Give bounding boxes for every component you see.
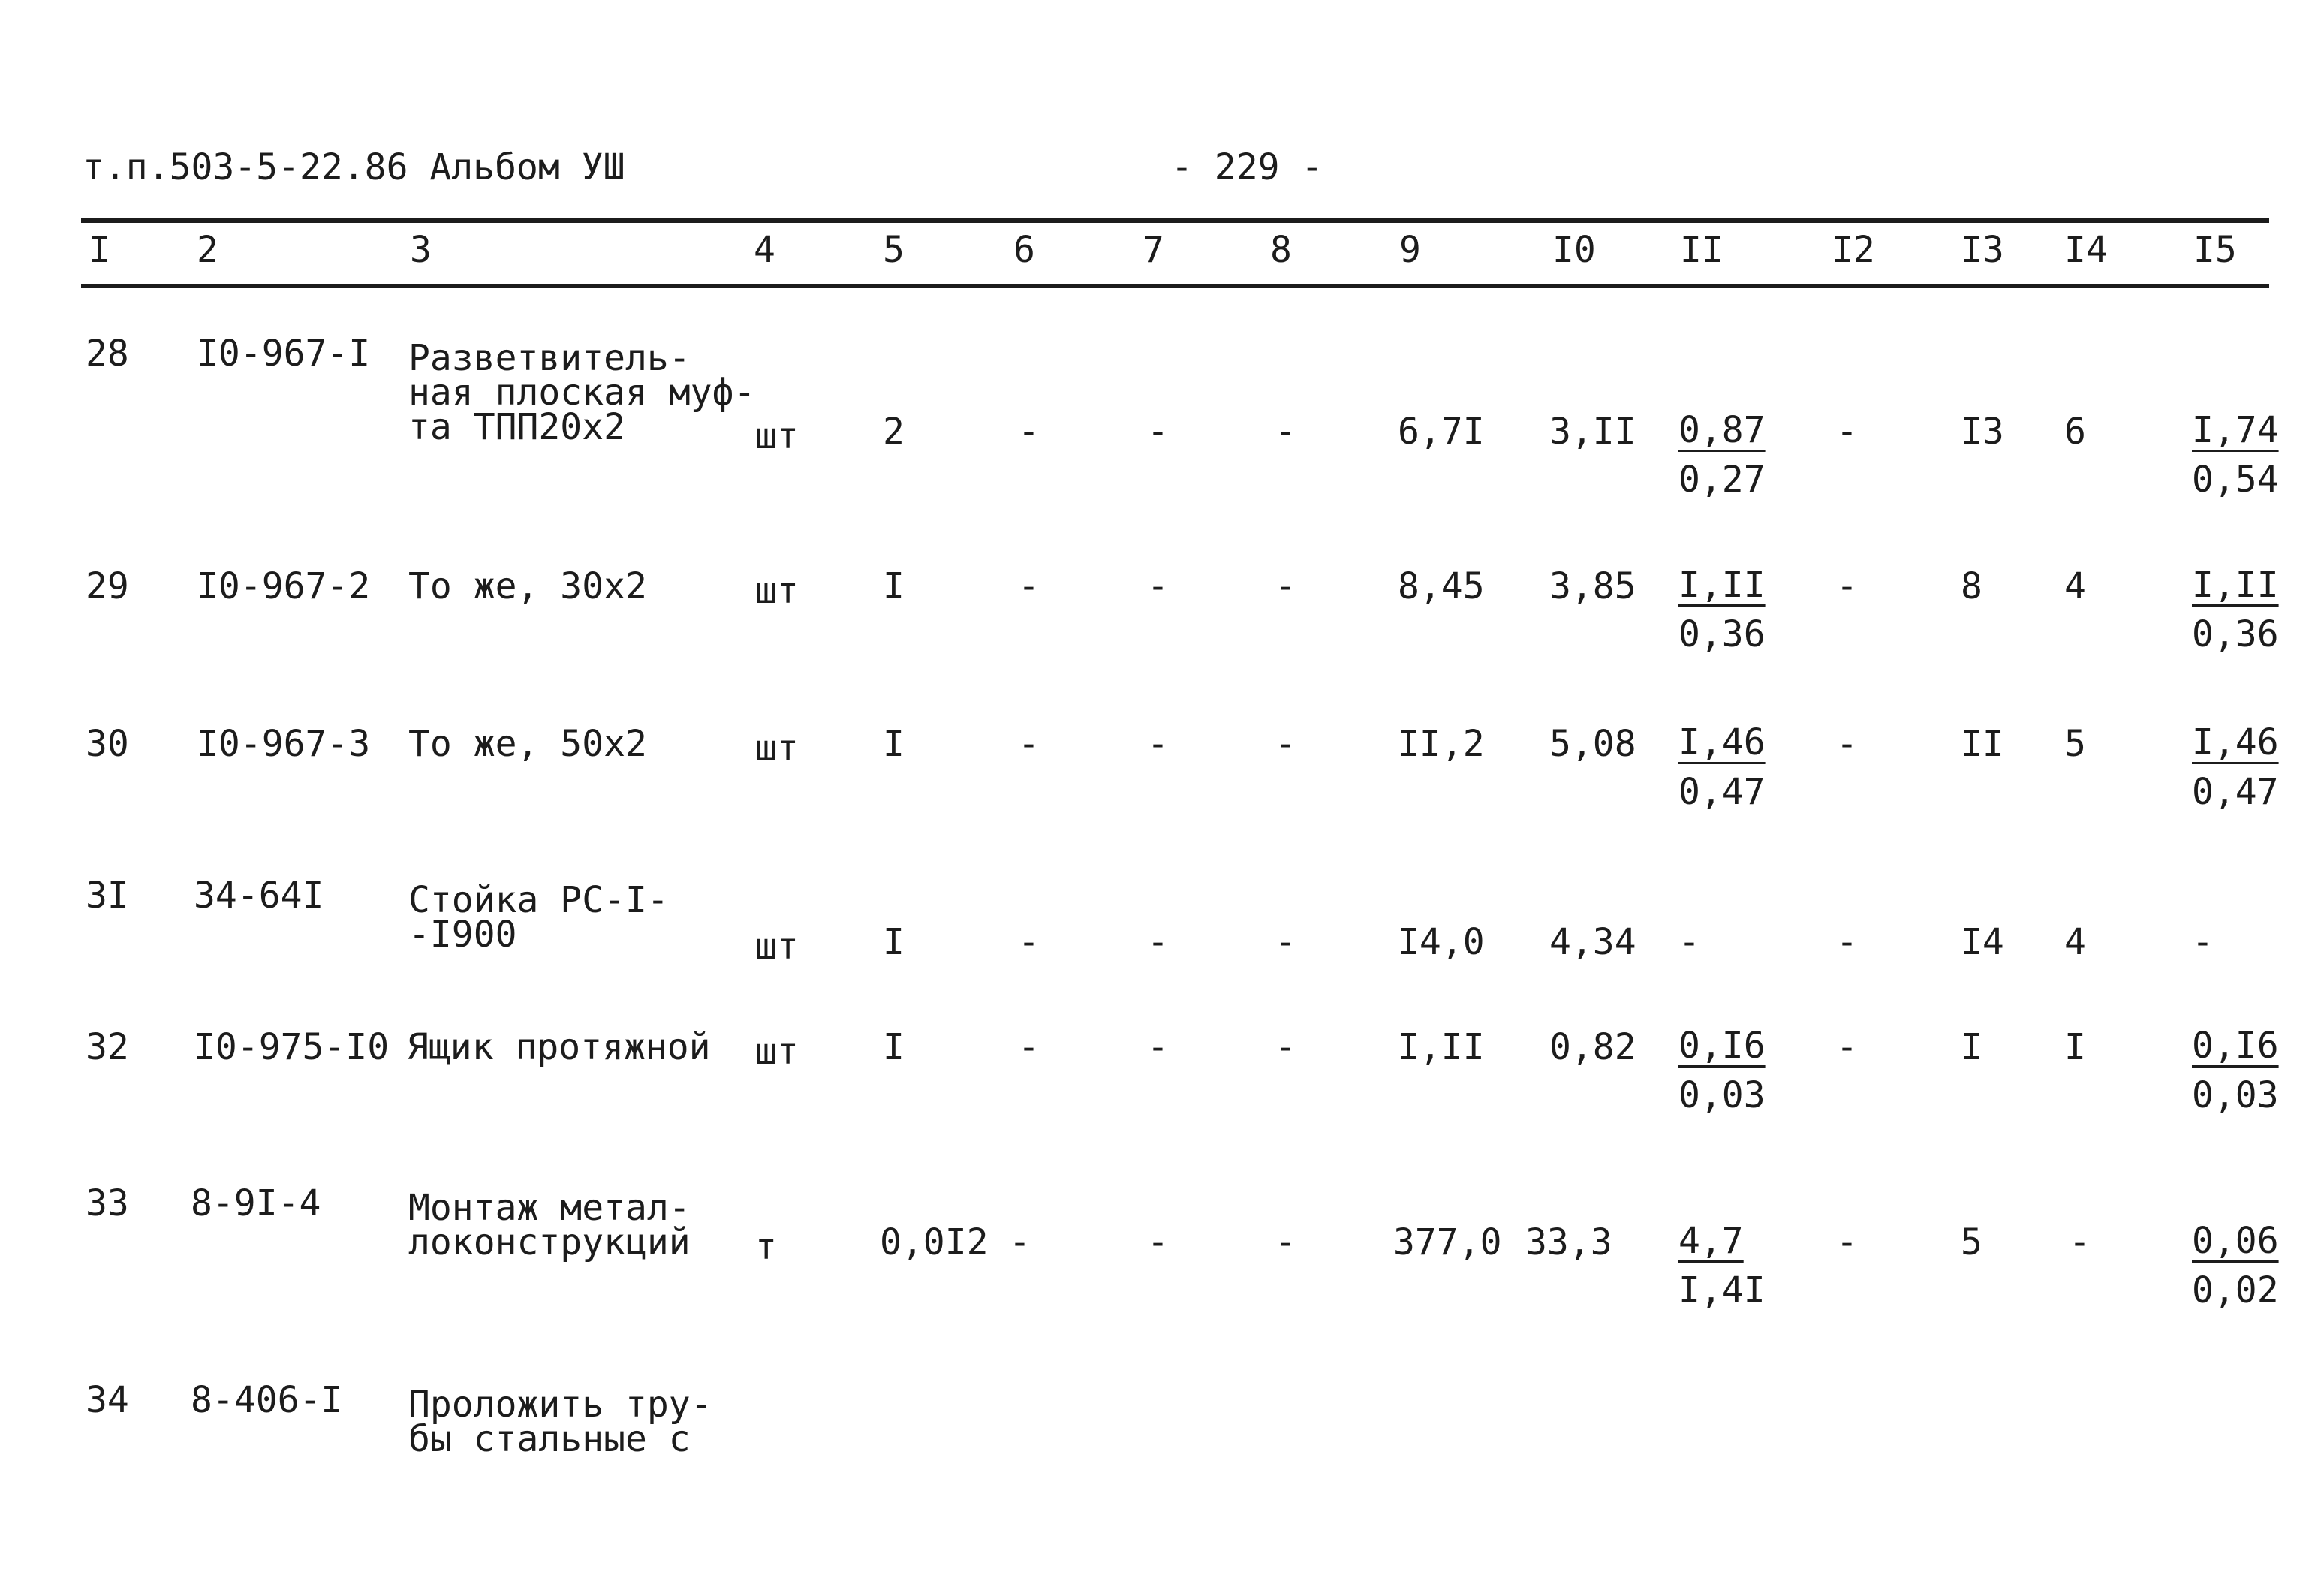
column-header: 8: [1270, 229, 1292, 271]
col14-value: I: [2064, 1026, 2086, 1068]
col7-value: -: [1147, 565, 1169, 607]
col14-value: 6: [2064, 411, 2086, 453]
col6-value: -: [1018, 921, 1040, 963]
row-number: 33: [86, 1182, 129, 1224]
fraction-denominator: 0,36: [1678, 613, 1766, 655]
col10-value: 3,85: [1549, 565, 1636, 607]
fraction-denominator: 0,47: [2192, 771, 2279, 813]
column-header: 6: [1013, 229, 1035, 271]
fraction-numerator: 0,06: [2192, 1220, 2279, 1262]
col13-value: 5: [1961, 1221, 1982, 1263]
column-header: I3: [1961, 229, 2004, 271]
col14-value: 4: [2064, 921, 2086, 963]
col11-fraction: [1678, 718, 1766, 817]
fraction-numerator: I,46: [2192, 721, 2279, 763]
col7-value: -: [1147, 1026, 1169, 1068]
row-number: 28: [86, 333, 129, 375]
row-number: 3I: [86, 875, 129, 917]
column-header: 3: [410, 229, 432, 271]
row-number: 34: [86, 1379, 129, 1421]
row-number: 29: [86, 565, 129, 607]
col12-value: -: [1836, 1026, 1858, 1068]
column-header: 2: [197, 229, 218, 271]
column-header: I4: [2064, 229, 2108, 271]
col14-value: 4: [2064, 565, 2086, 607]
column-header: 7: [1142, 229, 1164, 271]
col8-value: -: [1275, 411, 1296, 453]
col7-value: -: [1147, 723, 1169, 765]
col14-value: 5: [2064, 723, 2086, 765]
col10-value: 5,08: [1549, 723, 1636, 765]
col14-value: -: [2069, 1221, 2091, 1263]
col7-value: -: [1147, 921, 1169, 963]
col15-fraction: [2192, 405, 2279, 504]
col11-value: -: [1678, 921, 1700, 963]
col12-value: -: [1836, 1221, 1858, 1263]
page-number: - 229 -: [1171, 146, 1323, 188]
fraction-denominator: 0,36: [2192, 613, 2279, 655]
column-header: II: [1680, 229, 1723, 271]
fraction-numerator: I,74: [2192, 409, 2279, 451]
description-line: Разветвитель-: [408, 337, 691, 379]
norm-code: 34-64I: [194, 875, 324, 917]
column-header: I: [89, 229, 110, 271]
col15-fraction: [2192, 560, 2279, 659]
fraction-numerator: 0,87: [1678, 409, 1766, 451]
norm-code: 8-9I-4: [191, 1182, 321, 1224]
description-line: та ТПП20х2: [408, 406, 625, 448]
item-description: [408, 723, 647, 765]
col13-value: 8: [1961, 565, 1982, 607]
item-description: [408, 879, 669, 956]
col6-value: -: [1018, 565, 1040, 607]
col10-value: 4,34: [1549, 921, 1636, 963]
item-description: [407, 1026, 711, 1068]
norm-code: 8-406-I: [191, 1379, 343, 1421]
fraction-denominator: 0,47: [1678, 771, 1766, 813]
column-header: 5: [883, 229, 905, 271]
col9-value: I,II: [1398, 1026, 1485, 1068]
fraction-numerator: 4,7: [1678, 1220, 1744, 1262]
fraction-numerator: I,46: [1678, 721, 1766, 763]
col9-value: 377,0: [1393, 1221, 1502, 1263]
description-line: То же, 30х2: [408, 565, 647, 607]
col8-value: -: [1275, 1221, 1296, 1263]
col13-value: I4: [1961, 921, 2004, 963]
description-line: Стойка РС-I-: [408, 879, 669, 921]
col8-value: -: [1275, 1026, 1296, 1068]
col13-value: II: [1961, 723, 2004, 765]
col8-value: -: [1275, 723, 1296, 765]
description-line: Монтаж метал-: [408, 1187, 691, 1229]
item-description: [408, 1187, 691, 1263]
col11-fraction: [1678, 560, 1766, 659]
page-header: [0, 146, 2306, 199]
column-header: I0: [1552, 229, 1596, 271]
col12-value: -: [1836, 723, 1858, 765]
col10-value: 33,3: [1525, 1221, 1612, 1263]
col7-value: -: [1147, 1221, 1169, 1263]
col8-value: -: [1275, 565, 1296, 607]
fraction-numerator: 0,I6: [2192, 1025, 2279, 1067]
unit: т: [755, 1226, 777, 1268]
col8-value: -: [1275, 921, 1296, 963]
col12-value: -: [1836, 565, 1858, 607]
col15-fraction: [2192, 718, 2279, 817]
description-line: локонструкций: [408, 1221, 691, 1263]
item-description: [408, 565, 647, 607]
col6-value: -: [1009, 1221, 1031, 1263]
col15-fraction: [2192, 1021, 2279, 1120]
col15-value: -: [2192, 921, 2214, 963]
col15-fraction: [2192, 1216, 2279, 1315]
col11-fraction: [1678, 405, 1766, 504]
description-line: бы стальные с: [408, 1418, 691, 1460]
column-header: 9: [1399, 229, 1421, 271]
fraction-denominator: 0,03: [1678, 1074, 1766, 1116]
header-rule-top: [81, 218, 2269, 223]
fraction-denominator: 0,54: [2192, 459, 2279, 501]
fraction-denominator: I,4I: [1678, 1269, 1766, 1311]
unit: шт: [755, 727, 799, 769]
item-description: [408, 337, 756, 448]
norm-code: I0-967-3: [197, 723, 371, 765]
unit: шт: [755, 415, 799, 457]
col7-value: -: [1147, 411, 1169, 453]
document-reference: т.п.503-5-22.86 Альбом УШ: [83, 146, 625, 188]
unit: шт: [755, 926, 799, 968]
col10-value: 3,II: [1549, 411, 1636, 453]
col9-value: 6,7I: [1398, 411, 1485, 453]
header-rule-bottom: [81, 284, 2269, 288]
unit: шт: [755, 1031, 799, 1073]
unit: шт: [755, 570, 799, 612]
col13-value: I3: [1961, 411, 2004, 453]
col6-value: -: [1018, 411, 1040, 453]
quantity: 0,0I2: [880, 1221, 989, 1263]
quantity: I: [883, 565, 905, 607]
col11-fraction: [1678, 1021, 1766, 1120]
item-description: [408, 1384, 712, 1460]
description-line: Ящик протяжной: [407, 1026, 711, 1068]
fraction-denominator: 0,03: [2192, 1074, 2279, 1116]
col12-value: -: [1836, 921, 1858, 963]
quantity: I: [883, 723, 905, 765]
col6-value: -: [1018, 1026, 1040, 1068]
col12-value: -: [1836, 411, 1858, 453]
norm-code: I0-975-I0: [194, 1026, 390, 1068]
norm-code: I0-967-2: [197, 565, 371, 607]
norm-code: I0-967-I: [197, 333, 371, 375]
column-header: I2: [1832, 229, 1875, 271]
fraction-denominator: 0,02: [2192, 1269, 2279, 1311]
col9-value: I4,0: [1398, 921, 1485, 963]
row-number: 32: [86, 1026, 129, 1068]
col10-value: 0,82: [1549, 1026, 1636, 1068]
quantity: 2: [883, 411, 905, 453]
row-number: 30: [86, 723, 129, 765]
quantity: I: [883, 921, 905, 963]
col6-value: -: [1018, 723, 1040, 765]
column-header: I5: [2193, 229, 2237, 271]
col9-value: 8,45: [1398, 565, 1485, 607]
fraction-numerator: I,II: [1678, 564, 1766, 606]
description-line: -I900: [408, 914, 517, 956]
column-header: 4: [754, 229, 775, 271]
col9-value: II,2: [1398, 723, 1485, 765]
quantity: I: [883, 1026, 905, 1068]
fraction-numerator: I,II: [2192, 564, 2279, 606]
description-line: То же, 50х2: [408, 723, 647, 765]
fraction-denominator: 0,27: [1678, 459, 1766, 501]
col13-value: I: [1961, 1026, 1982, 1068]
col11-fraction: [1678, 1216, 1766, 1315]
fraction-numerator: 0,I6: [1678, 1025, 1766, 1067]
description-line: Проложить тру-: [408, 1384, 712, 1426]
description-line: ная плоская муф-: [408, 372, 756, 414]
